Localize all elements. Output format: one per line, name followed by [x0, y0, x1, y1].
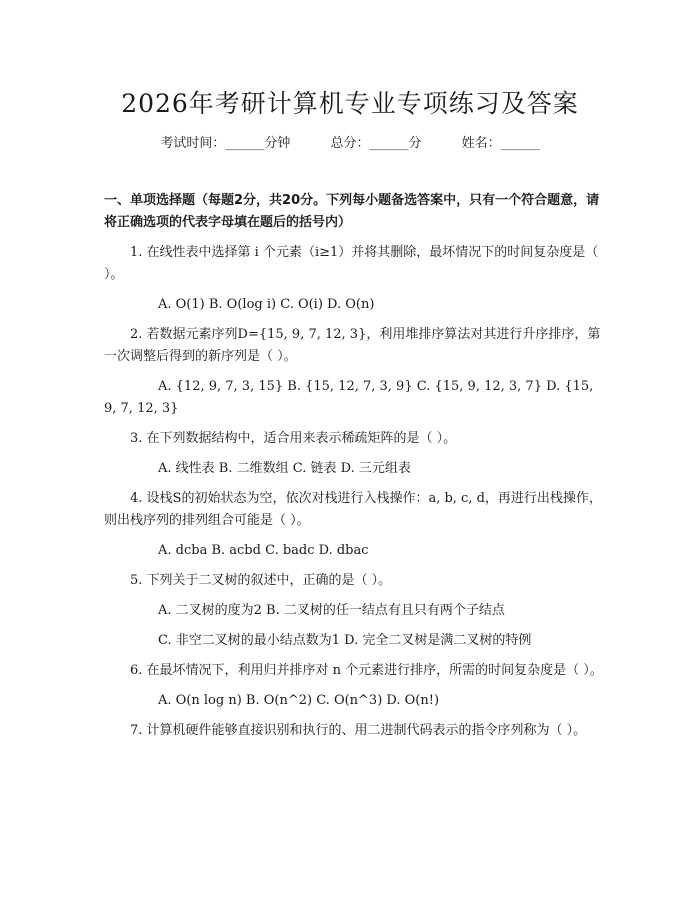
- question-2-options: A. {12, 9, 7, 3, 15} B. {15, 12, 7, 3, 9} C. {15, 9, 12, 3, 7} D. {15, 9, 7, 12, 3}: [104, 379, 594, 416]
- question-2: 2. 若数据元素序列D={15, 9, 7, 12, 3}，利用堆排序算法对其进行升序排序，第一次调整后得到的新序列是（ ）。: [104, 327, 601, 364]
- question-3: 3. 在下列数据结构中，适合用来表示稀疏矩阵的是（ ）。: [130, 431, 457, 446]
- question-6: 6. 在最坏情况下，利用归并排序对 n 个元素进行排序，所需的时间复杂度是（ ）。: [130, 663, 603, 678]
- section-heading: 一、单项选择题（每题2分，共20分。下列每小题备选答案中，只有一个符合题意，请将正确选项的代表字母填在题后的括号内）: [104, 193, 600, 230]
- question-3-options: A. 线性表 B. 二维数组 C. 链表 D. 三元组表: [158, 461, 411, 476]
- question-1: 1. 在线性表中选择第 i 个元素（i≥1）并将其删除，最坏情况下的时间复杂度是（ ）。: [104, 245, 599, 282]
- question-4: 4. 设栈S的初始状态为空，依次对栈进行入栈操作：a, b, c, d，再进行出栈操作，则出栈序列的排列组合可能是（ ）。: [104, 491, 602, 528]
- question-5: 5. 下列关于二叉树的叙述中，正确的是（ ）。: [130, 573, 392, 588]
- student-name-field: 姓名：______: [461, 136, 540, 151]
- page-title: 2026年考研计算机专业专项练习及答案: [121, 89, 579, 118]
- question-5-options-line2: C. 非空二叉树的最小结点数为1 D. 完全二叉树是满二叉树的特例: [158, 633, 532, 648]
- question-1-options: A. O(1) B. O(log i) C. O(i) D. O(n): [158, 297, 375, 312]
- exam-info: [0, 132, 700, 151]
- exam-time-field: 考试时间：______分钟: [160, 136, 291, 151]
- question-section: [104, 190, 604, 750]
- total-score-field: 总分：______分: [330, 136, 422, 151]
- question-5-options-line1: A. 二叉树的度为2 B. 二叉树的任一结点有且只有两个子结点: [158, 603, 505, 618]
- question-6-options: A. O(n log n) B. O(n^2) C. O(n^3) D. O(n!): [158, 693, 440, 708]
- question-7: 7. 计算机硬件能够直接识别和执行的、用二进制代码表示的指令序列称为（ ）。: [130, 723, 587, 738]
- question-4-options: A. dcba B. acbd C. badc D. dbac: [158, 543, 369, 558]
